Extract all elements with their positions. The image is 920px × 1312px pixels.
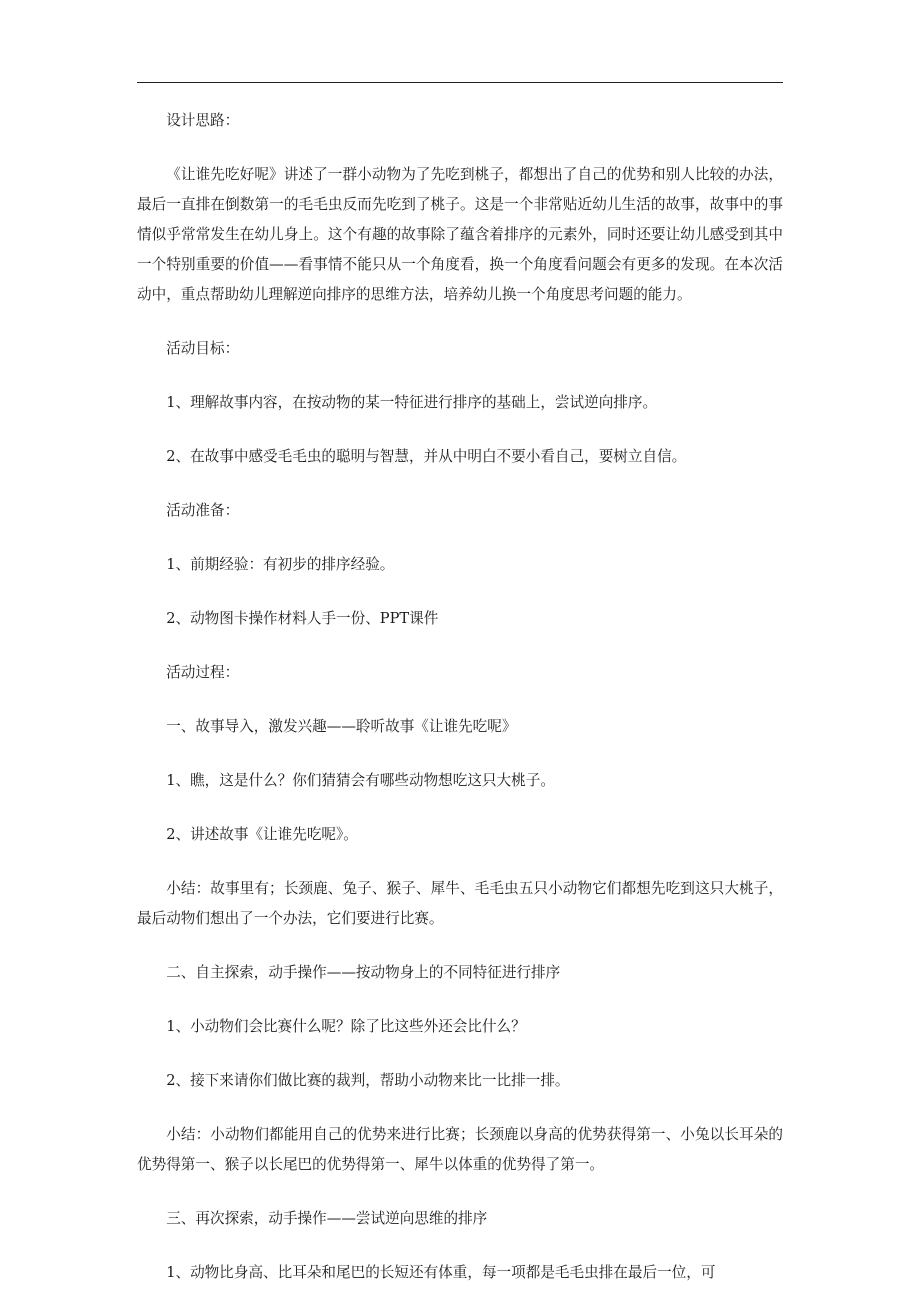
section-two-item-1: 1、小动物们会比赛什么呢？除了比这些外还会比什么？ bbox=[166, 1018, 526, 1035]
section-one-item-2: 2、讲述故事《让谁先吃呢》。 bbox=[166, 826, 358, 843]
section-one-summary: 小结：故事里有；长颈鹿、兔子、猴子、犀牛、毛毛虫五只小动物它们都想先吃到这只大桃子，最后动物们想出了一个办法，它们要进行比赛。 bbox=[137, 880, 783, 927]
section-two-heading: 二、自主探索，动手操作——按动物身上的不同特征进行排序 bbox=[166, 964, 561, 981]
section-three-item-1: 1、动物比身高、比耳朵和尾巴的长短还有体重，每一项都是毛毛虫排在最后一位，可 bbox=[166, 1264, 716, 1281]
preparation-item-1: 1、前期经验：有初步的排序经验。 bbox=[166, 556, 395, 573]
heading-activity-goals: 活动目标： bbox=[166, 340, 240, 357]
section-one-item-1: 1、瞧，这是什么？你们猜猜会有哪些动物想吃这只大桃子。 bbox=[166, 772, 555, 789]
heading-activity-preparation: 活动准备： bbox=[166, 502, 240, 519]
goal-item-2: 2、在故事中感受毛毛虫的聪明与智慧，并从中明白不要小看自己，要树立自信。 bbox=[166, 448, 687, 465]
goal-item-1: 1、理解故事内容，在按动物的某一特征进行排序的基础上，尝试逆向排序。 bbox=[166, 394, 658, 411]
section-two-item-2: 2、接下来请你们做比赛的裁判，帮助小动物来比一比排一排。 bbox=[166, 1072, 570, 1089]
section-three-heading: 三、再次探索，动手操作——尝试逆向思维的排序 bbox=[166, 1210, 488, 1227]
heading-activity-process: 活动过程： bbox=[166, 664, 240, 681]
section-two-summary: 小结：小动物们都能用自己的优势来进行比赛；长颈鹿以身高的优势获得第一、小兔以长耳朵的优势得第一、猴子以长尾巴的优势得第一、犀牛以体重的优势得了第一。 bbox=[137, 1126, 783, 1173]
preparation-item-2: 2、动物图卡操作材料人手一份、PPT课件 bbox=[166, 610, 439, 627]
section-one-heading: 一、故事导入，激发兴趣——聆听故事《让谁先吃呢》 bbox=[166, 718, 517, 735]
header-rule bbox=[137, 82, 783, 83]
document-body bbox=[137, 106, 783, 1312]
heading-design-idea: 设计思路： bbox=[166, 112, 240, 129]
paragraph-design-idea: 《让谁先吃好呢》讲述了一群小动物为了先吃到桃子，都想出了自己的优势和别人比较的办法，最后一直排在倒数第一的毛毛虫反而先吃到了桃子。这是一个非常贴近幼儿生活的故事，故事中的事情似乎常常发生在幼儿身上。这个有趣的故事除了蕴含着排序的元素外，同时还要让幼儿感受到其中一个特别重要的价值——看事情不能只从一个角度看，换一个角度看问题会有更多的发现。在本次活动中，重点帮助幼儿理解逆向排序的思维方法，培养幼儿换一个角度思考问题的能力。 bbox=[137, 166, 783, 303]
